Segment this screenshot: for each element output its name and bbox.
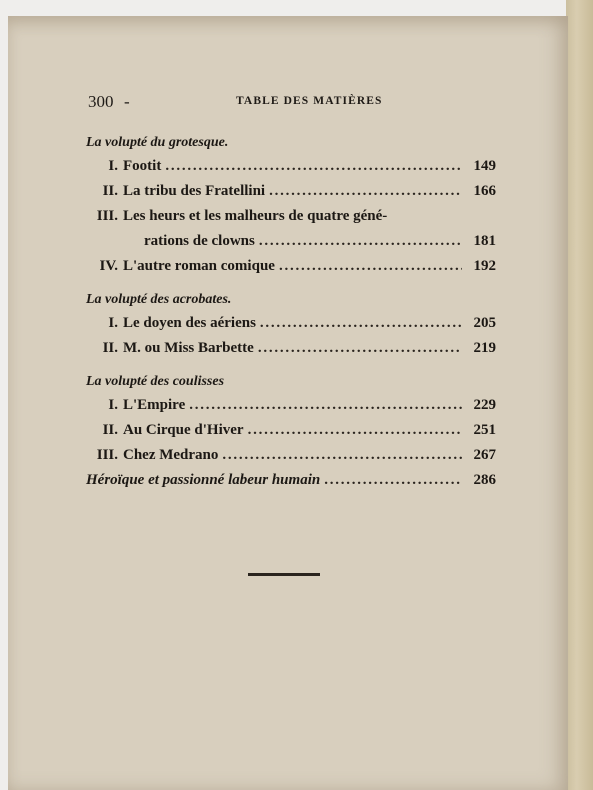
toc-entry [86,179,496,204]
toc-entry [86,204,496,229]
dot-leader [258,336,462,361]
section-title: La volupté du grotesque. [86,135,229,150]
entry-number: I. [108,158,118,174]
entry-page: 149 [473,158,496,174]
dot-leader [222,443,462,468]
toc-entry-closing [86,468,496,493]
entry-number: II. [102,340,118,356]
entry-number: II. [102,422,118,438]
page-header [88,92,494,112]
dot-leader [324,468,462,493]
toc-entry-continuation [86,229,496,254]
dot-leader [259,229,462,254]
entry-label: Chez Medrano [123,447,219,463]
entry-number: III. [96,208,118,224]
header-dash: - [124,92,130,111]
entry-page: 192 [473,258,496,274]
page-edge [566,0,593,790]
entry-page: 219 [473,340,496,356]
entry-label: Au Cirque d'Hiver [123,422,244,438]
closing-rule [248,573,320,576]
entry-label: Le doyen des aériens [123,315,256,331]
entry-label: Les heurs et les malheurs de quatre géné- [123,208,388,224]
entry-page: 267 [473,447,496,463]
entry-page: 205 [473,315,496,331]
dot-leader [189,393,462,418]
entry-number: I. [108,315,118,331]
entry-label: L'Empire [123,397,186,413]
running-title: TABLE DES MATIÈRES [236,95,383,107]
toc-entry [86,418,496,443]
dot-leader [165,154,462,179]
toc-entry [86,336,496,361]
toc-entry [86,154,496,179]
toc-entry [86,311,496,336]
entry-label: L'autre roman comique [123,258,275,274]
entry-page: 251 [473,422,496,438]
entry-number: II. [102,183,118,199]
entry-number: IV. [99,258,118,274]
entry-label: La tribu des Fratellini [123,183,266,199]
toc-entry [86,443,496,468]
entry-number: III. [96,447,118,463]
table-of-contents [86,132,496,493]
entry-label: Héroïque et passionné labeur humain [86,472,321,488]
entry-page: 286 [473,472,496,488]
entry-page: 181 [473,233,496,249]
entry-label: rations de clowns [144,233,255,249]
dot-leader [260,311,462,336]
entry-number: I. [108,397,118,413]
entry-label: M. ou Miss Barbette [123,340,254,356]
toc-entry [86,393,496,418]
section-title: La volupté des acrobates. [86,292,232,307]
entry-page: 229 [473,397,496,413]
entry-label: Footit [123,158,162,174]
toc-entry [86,254,496,279]
dot-leader [279,254,462,279]
dot-leader [248,418,462,443]
entry-page: 166 [473,183,496,199]
section-title: La volupté des coulisses [86,374,225,389]
page-number: 300 [88,92,114,111]
dot-leader [269,179,462,204]
